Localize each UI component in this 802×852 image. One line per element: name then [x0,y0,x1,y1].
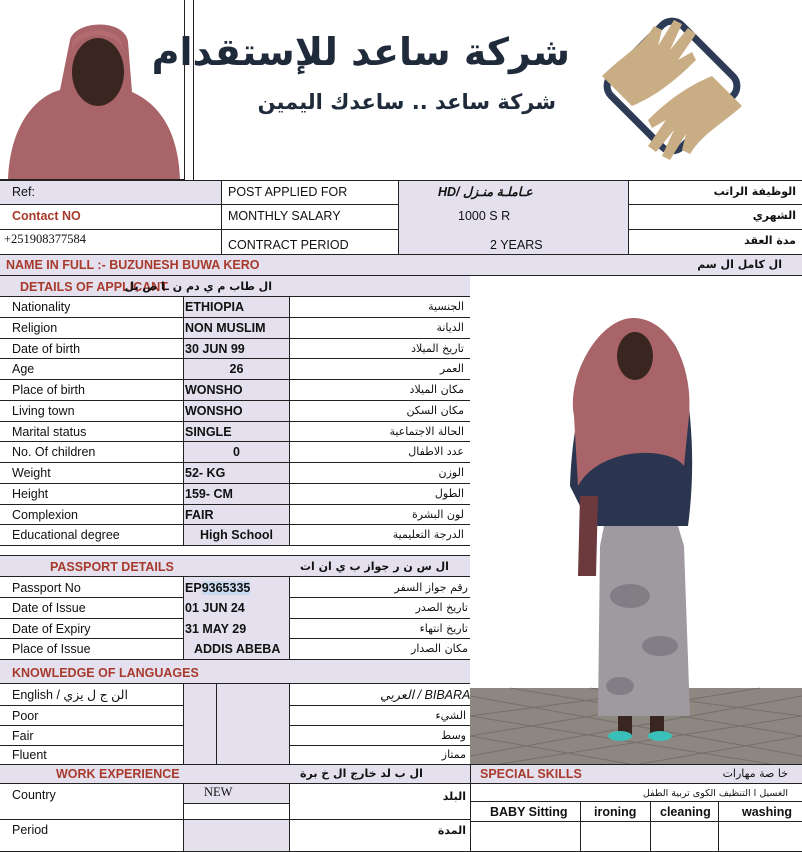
contract-label-ar: مدة العقد [744,234,796,247]
full-name-ar: ال كامل ال سم [697,258,782,271]
applicant-field-label: No. Of children [12,445,96,459]
passport-section-title-ar: ال س ن ر جواز ب ي ان ات [300,560,449,573]
applicant-portrait [0,0,185,180]
issue-place-value: ADDIS ABEBA [194,642,281,656]
applicant-field-label: Religion [12,321,58,335]
contract-value: 2 YEARS [490,238,543,252]
applicant-field-label-ar: الدرجة التعليمية [392,528,464,541]
applicant-field-label-ar: الديانة [436,321,464,334]
expiry-date-label-ar: تاريخ انتهاء [419,622,468,635]
skills-ar-row: الغسيل ا التنظيف الكوى تربية الطفل [642,788,788,799]
arabic-label: العربي / BIBARA [380,688,471,702]
applicant-field-label: Date of birth [12,342,81,356]
applicant-row [0,484,470,505]
passport-number-prefix: EP [185,581,202,595]
applicant-field-value: 52- KG [185,466,226,480]
applicant-field-value: High School [200,528,273,542]
expiry-date-value: 31 MAY 29 [185,622,247,636]
salary-value: 1000 S R [458,209,511,223]
applicant-row [0,339,470,359]
poor-label: Poor [12,709,39,723]
applicant-row [0,422,470,442]
applicant-field-label-ar: الطول [434,487,464,500]
applicant-field-label-ar: مكان السكن [406,404,464,417]
issue-place-label: Place of Issue [12,642,91,656]
applicant-row [0,401,470,422]
applicant-field-label-ar: عدد الاطفال [408,445,464,458]
applicant-field-label: Age [12,362,35,376]
salary-label-ar: الشهري [752,209,796,222]
applicant-row [0,380,470,401]
applicant-row [0,318,470,339]
applicant-field-label: Complexion [12,508,79,522]
period-label: Period [12,823,49,837]
applicant-field-label: Marital status [12,425,87,439]
applicant-field-value: 30 JUN 99 [185,342,245,356]
poor-label-ar: الشيء [435,709,466,722]
applicant-field-label: Educational degree [12,528,120,542]
company-logo [592,6,752,176]
contract-label: CONTRACT PERIOD [228,238,349,252]
applicant-field-label: Living town [12,404,75,418]
applicant-field-value: WONSHO [185,383,243,397]
applicant-field-value: 159- CM [185,487,233,501]
applicant-field-label-ar: تاريخ الميلاد [411,342,464,355]
issue-date-value: 01 JUN 24 [185,601,245,615]
skill-ironing: ironing [594,805,637,819]
applicant-field-label-ar: مكان الميلاد [409,383,464,396]
applicant-field-value: 0 [233,445,240,459]
applicant-field-value: NON MUSLIM [185,321,266,335]
passport-number-label: Passport No [12,581,81,595]
company-name: شركة ساعد للإستقدام [151,30,570,74]
post-value: HD/ عـاملـة منـزل [438,185,533,199]
country-label: Country [12,788,56,802]
salary-label: MONTHLY SALARY [228,209,341,223]
applicant-field-label-ar: لون البشرة [412,508,464,521]
fluent-label-ar: ممتاز [441,748,466,761]
applicant-field-value: FAIR [185,508,214,522]
period-label-ar: المدة [437,824,466,837]
full-name: NAME IN FULL :- BUZUNESH BUWA KERO [6,258,260,272]
applicant-row [0,359,470,380]
applicant-row [0,505,470,525]
skill-washing: washing [742,805,793,819]
passport-number-value [185,580,250,596]
applicant-row [0,297,470,318]
applicant-row [0,525,470,546]
applicant-field-label-ar: العمر [439,362,464,375]
issue-date-label: Date of Issue [12,601,86,615]
post-label: POST APPLIED FOR [228,185,348,199]
applicant-field-value: 26 [229,362,244,376]
applicant-row [0,442,470,463]
contact-number: +251908377584 [4,232,87,246]
country-label-ar: البلد [442,790,466,803]
applicant-row [0,463,470,484]
skill-cleaning: cleaning [660,805,711,819]
work-section-title-ar: ال ب لد خارج ال خ برة [300,767,423,780]
applicant-section-title: DETAILS OF APPLICANT [20,280,168,294]
passport-number-digits: 9365335 [201,581,251,595]
applicant-field-label: Weight [12,466,51,480]
fair-label-ar: وسط [441,729,466,742]
applicant-field-label: Height [12,487,49,501]
expiry-date-label: Date of Expiry [12,622,91,636]
company-header [151,0,802,180]
passport-number-label-ar: رقم جواز السفر [394,581,468,594]
english-label: English / الن ج ل يزي [12,688,128,702]
applicant-field-value: WONSHO [185,404,243,418]
issue-place-label-ar: مكان الصدار [411,642,468,655]
contact-label: Contact NO [12,209,81,223]
fluent-label: Fluent [12,748,47,762]
post-label-ar: الوظيفة الراتب [713,185,796,198]
applicant-field-label-ar: الوزن [438,466,464,479]
applicant-full-body-photo [470,296,802,764]
applicant-field-value: SINGLE [185,425,232,439]
fair-label: Fair [12,729,34,743]
applicant-section-title-ar: ال طاب م ي دم ن ـا ص يل [124,280,272,293]
company-slogan: شركة ساعد .. ساعدك اليمين [257,90,556,114]
issue-date-label-ar: تاريخ الصدر [415,601,468,614]
passport-section-title: PASSPORT DETAILS [50,560,174,574]
skills-section-title: SPECIAL SKILLS [480,767,582,781]
skill-baby-sitting: BABY Sitting [490,805,568,819]
country-value: NEW [204,785,233,799]
applicant-field-label-ar: الحالة الاجتماعية [389,425,464,438]
languages-section-title: KNOWLEDGE OF LANGUAGES [12,666,199,680]
applicant-field-value: ETHIOPIA [185,300,245,314]
applicant-field-label: Nationality [12,300,71,314]
applicant-field-label: Place of birth [12,383,85,397]
ref-label: Ref: [12,185,35,199]
applicant-field-label-ar: الجنسية [428,300,464,313]
skills-section-title-ar: خا صة مهارات [722,767,788,780]
work-section-title: WORK EXPERIENCE [56,767,180,781]
